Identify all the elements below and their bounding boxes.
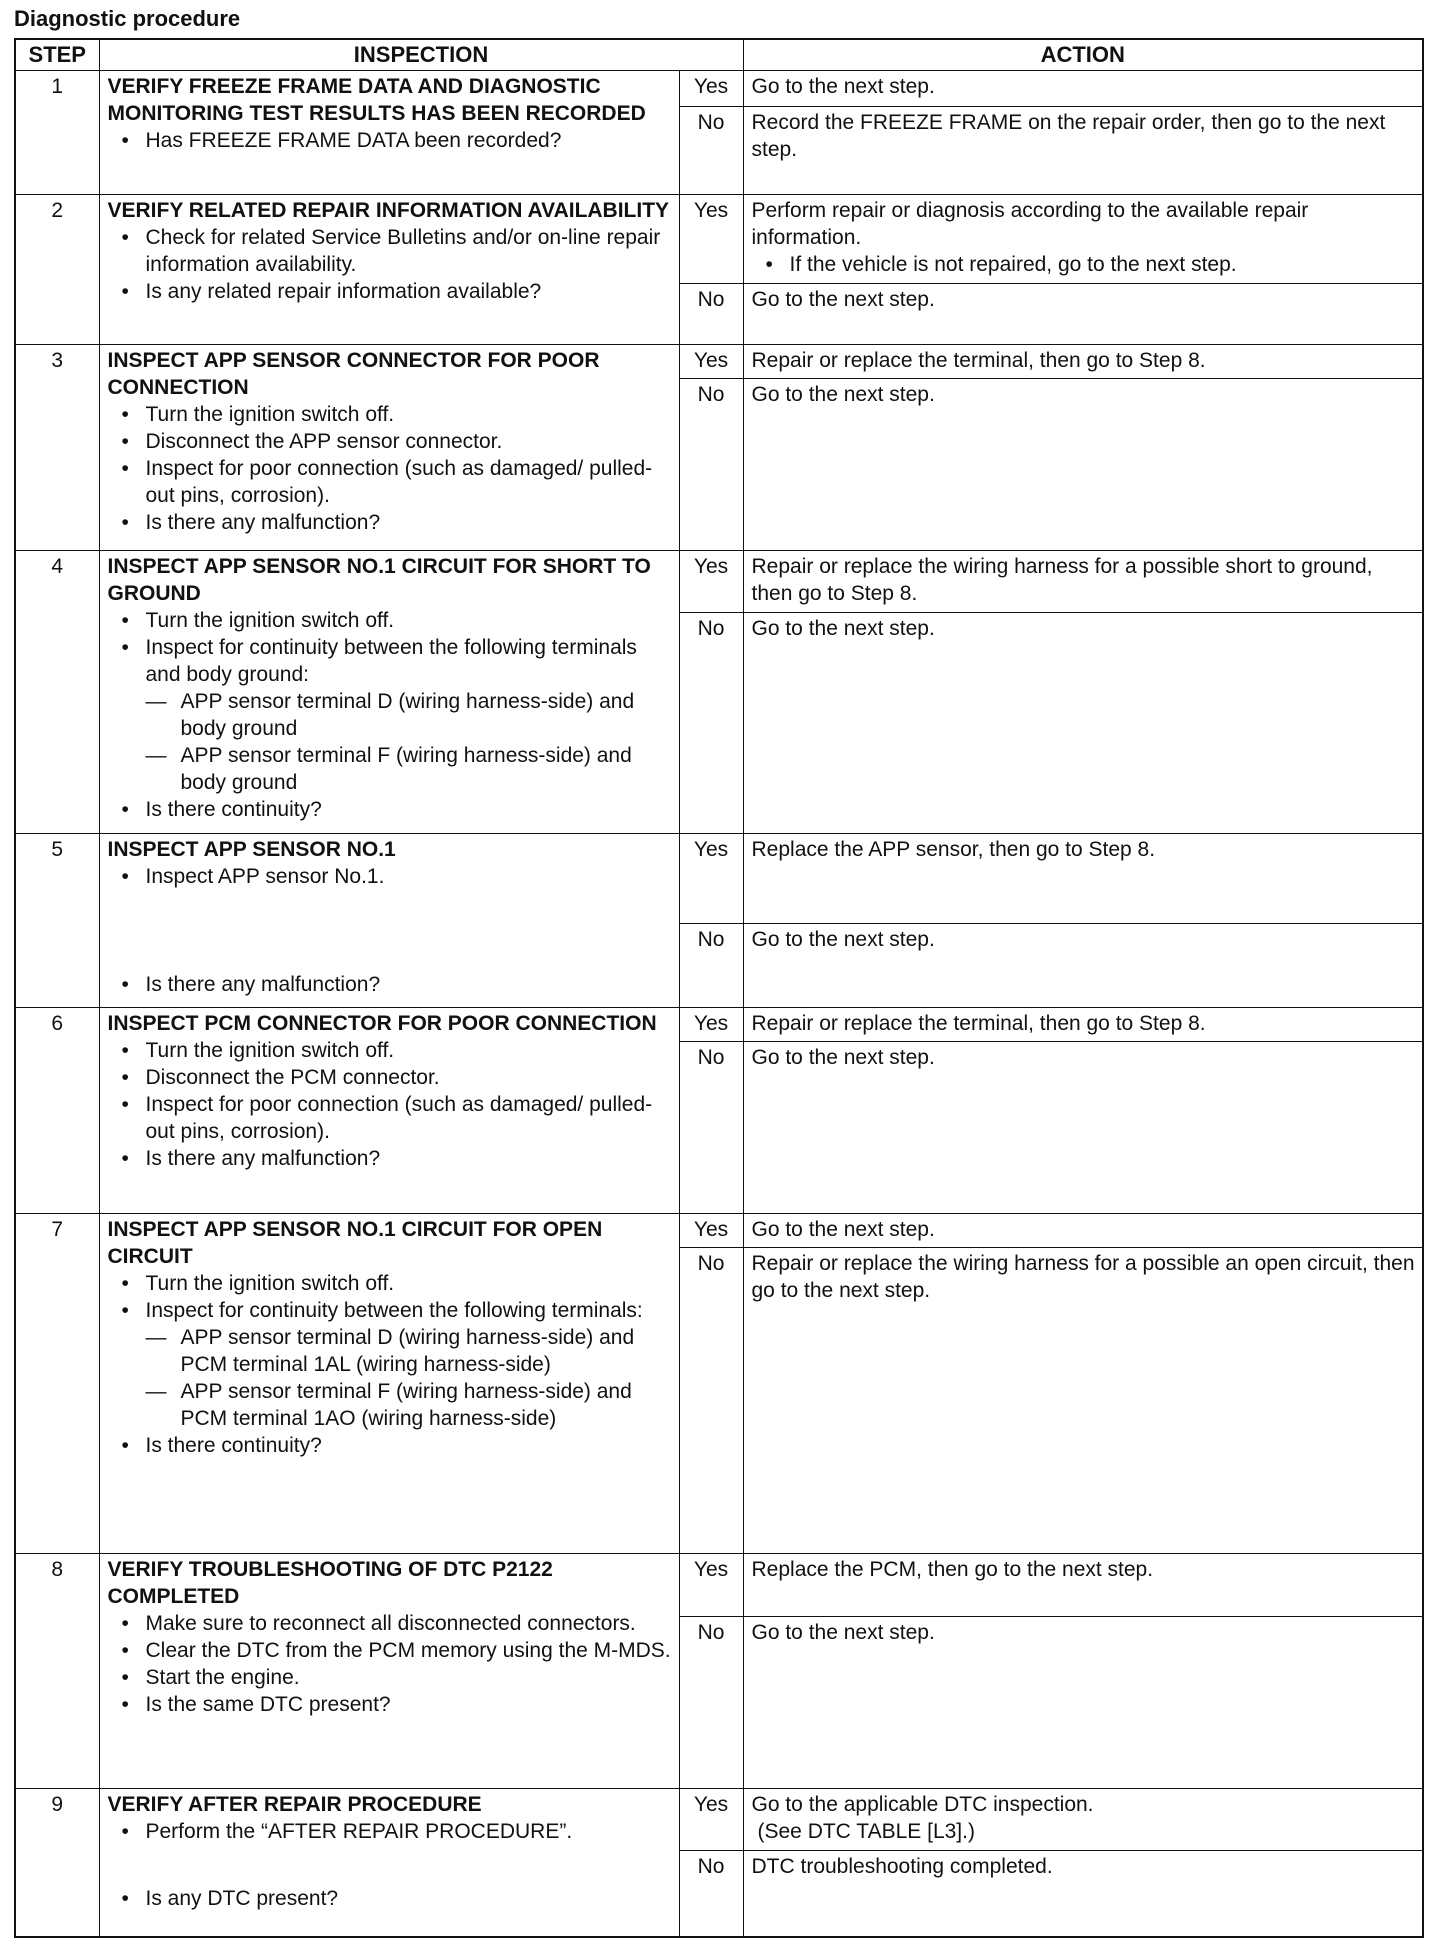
inspection-cell bbox=[99, 195, 679, 345]
no-action: Go to the next step. bbox=[743, 924, 1423, 1008]
inspection-bullet: • Is there any malfunction? bbox=[108, 509, 672, 536]
inspection-dash-item: — APP sensor terminal D (wiring harness-side) and PCM terminal 1AL (wiring harness-side) bbox=[146, 1324, 672, 1378]
header-step: STEP bbox=[15, 39, 99, 71]
yes-action-cell bbox=[743, 1789, 1423, 1851]
yes-action: Replace the APP sensor, then go to Step 8. bbox=[743, 834, 1423, 924]
no-action: Go to the next step. bbox=[743, 1617, 1423, 1789]
yes-label: Yes bbox=[679, 834, 743, 924]
no-label: No bbox=[679, 1248, 743, 1554]
no-action: Record the FREEZE FRAME on the repair order, then go to the next step. bbox=[743, 107, 1423, 195]
inspection-bullet: • Is any DTC present? bbox=[108, 1885, 672, 1912]
inspection-bullet: • Is any related repair information available? bbox=[108, 278, 672, 305]
step-row-5 bbox=[15, 834, 1423, 924]
inspection-cell bbox=[99, 551, 679, 834]
no-label: No bbox=[679, 107, 743, 195]
yes-action-bullet: • If the vehicle is not repaired, go to the next step. bbox=[752, 251, 1416, 278]
inspection-bullet: • Is the same DTC present? bbox=[108, 1691, 672, 1718]
inspection-bullet: • Turn the ignition switch off. bbox=[108, 1037, 672, 1064]
yes-action: Repair or replace the terminal, then go to Step 8. bbox=[743, 345, 1423, 379]
yes-action: Replace the PCM, then go to the next step. bbox=[743, 1554, 1423, 1617]
inspection-bullet: • Is there continuity? bbox=[108, 796, 672, 823]
inspection-bullet: • Turn the ignition switch off. bbox=[108, 401, 672, 428]
inspection-cell bbox=[99, 345, 679, 551]
yes-label: Yes bbox=[679, 1789, 743, 1851]
inspection-bullet: • Clear the DTC from the PCM memory using the M-MDS. bbox=[108, 1637, 672, 1664]
diagnostic-procedure-table bbox=[14, 38, 1424, 1938]
no-label: No bbox=[679, 613, 743, 834]
step-number: 3 bbox=[15, 345, 99, 551]
no-label: No bbox=[679, 924, 743, 1008]
yes-action: Repair or replace the wiring harness for a possible short to ground, then go to Step 8. bbox=[743, 551, 1423, 613]
inspection-bullet: • Inspect for poor connection (such as damaged/ pulled-out pins, corrosion). bbox=[108, 1091, 672, 1145]
yes-action: Go to the applicable DTC inspection. bbox=[751, 1793, 1094, 1816]
step-row-4 bbox=[15, 551, 1423, 613]
inspection-title: INSPECT APP SENSOR CONNECTOR FOR POOR CONNECTION bbox=[107, 349, 600, 399]
inspection-bullet: • Inspect for poor connection (such as damaged/ pulled-out pins, corrosion). bbox=[108, 455, 672, 509]
yes-action: Go to the next step. bbox=[743, 71, 1423, 107]
inspection-title: INSPECT APP SENSOR NO.1 CIRCUIT FOR SHORT TO GROUND bbox=[107, 555, 651, 605]
inspection-bullet: • Is there continuity? bbox=[108, 1432, 672, 1459]
header-inspection: INSPECTION bbox=[99, 39, 743, 71]
inspection-bullet: • Check for related Service Bulletins and/or on-line repair information availability. bbox=[108, 224, 672, 278]
yes-action-cell bbox=[743, 195, 1423, 284]
no-action: DTC troubleshooting completed. bbox=[743, 1851, 1423, 1937]
step-row-7 bbox=[15, 1214, 1423, 1248]
inspection-title: INSPECT PCM CONNECTOR FOR POOR CONNECTION bbox=[107, 1012, 657, 1035]
yes-action-note: (See DTC TABLE [L3].) bbox=[757, 1820, 975, 1843]
step-row-2 bbox=[15, 195, 1423, 284]
inspection-title: INSPECT APP SENSOR NO.1 CIRCUIT FOR OPEN CIRCUIT bbox=[107, 1218, 603, 1268]
inspection-title: INSPECT APP SENSOR NO.1 bbox=[107, 838, 396, 861]
step-row-1 bbox=[15, 71, 1423, 107]
step-number: 9 bbox=[15, 1789, 99, 1937]
inspection-bullet: • Disconnect the PCM connector. bbox=[108, 1064, 672, 1091]
step-number: 4 bbox=[15, 551, 99, 834]
inspection-cell bbox=[99, 1789, 679, 1937]
step-number: 8 bbox=[15, 1554, 99, 1789]
yes-label: Yes bbox=[679, 551, 743, 613]
step-number: 7 bbox=[15, 1214, 99, 1554]
inspection-bullet: • Turn the ignition switch off. bbox=[108, 1270, 672, 1297]
yes-action: Perform repair or diagnosis according to the available repair information. bbox=[751, 199, 1309, 249]
yes-action: Go to the next step. bbox=[743, 1214, 1423, 1248]
inspection-cell bbox=[99, 1008, 679, 1214]
no-action: Go to the next step. bbox=[743, 1042, 1423, 1214]
no-action: Go to the next step. bbox=[743, 284, 1423, 345]
inspection-dash-item: — APP sensor terminal F (wiring harness-side) and body ground bbox=[146, 742, 672, 796]
inspection-dash-item: — APP sensor terminal D (wiring harness-side) and body ground bbox=[146, 688, 672, 742]
no-action: Go to the next step. bbox=[743, 613, 1423, 834]
inspection-title: VERIFY RELATED REPAIR INFORMATION AVAILABILITY bbox=[107, 199, 670, 222]
no-label: No bbox=[679, 284, 743, 345]
inspection-bullet: • Start the engine. bbox=[108, 1664, 672, 1691]
inspection-bullet bbox=[108, 634, 672, 796]
no-label: No bbox=[679, 1042, 743, 1214]
header-action: ACTION bbox=[743, 39, 1423, 71]
inspection-bullet-text: Inspect for continuity between the following terminals: bbox=[145, 1299, 643, 1322]
header-row bbox=[15, 39, 1423, 71]
step-row-6 bbox=[15, 1008, 1423, 1042]
yes-action: Repair or replace the terminal, then go to Step 8. bbox=[743, 1008, 1423, 1042]
step-row-9 bbox=[15, 1789, 1423, 1851]
inspection-bullet bbox=[108, 1297, 672, 1432]
inspection-bullet: • Is there any malfunction? bbox=[108, 1145, 672, 1172]
yes-label: Yes bbox=[679, 1214, 743, 1248]
step-number: 1 bbox=[15, 71, 99, 195]
step-row-3 bbox=[15, 345, 1423, 379]
step-number: 6 bbox=[15, 1008, 99, 1214]
inspection-bullet: • Turn the ignition switch off. bbox=[108, 607, 672, 634]
inspection-bullet: • Perform the “AFTER REPAIR PROCEDURE”. bbox=[108, 1818, 672, 1845]
no-action: Repair or replace the wiring harness for a possible an open circuit, then go to the next step. bbox=[743, 1248, 1423, 1554]
inspection-cell bbox=[99, 1214, 679, 1554]
no-action: Go to the next step. bbox=[743, 379, 1423, 551]
inspection-bullet: • Has FREEZE FRAME DATA been recorded? bbox=[108, 127, 672, 154]
inspection-dash-item: — APP sensor terminal F (wiring harness-side) and PCM terminal 1AO (wiring harness-side) bbox=[146, 1378, 672, 1432]
step-number: 5 bbox=[15, 834, 99, 1008]
no-label: No bbox=[679, 1851, 743, 1937]
yes-label: Yes bbox=[679, 345, 743, 379]
page-title: Diagnostic procedure bbox=[14, 6, 241, 31]
yes-label: Yes bbox=[679, 1554, 743, 1617]
inspection-bullet-text: Inspect for continuity between the following terminals and body ground: bbox=[145, 636, 637, 686]
inspection-bullet: • Disconnect the APP sensor connector. bbox=[108, 428, 672, 455]
step-number: 2 bbox=[15, 195, 99, 345]
inspection-cell bbox=[99, 71, 679, 195]
inspection-bullet: • Make sure to reconnect all disconnected connectors. bbox=[108, 1610, 672, 1637]
yes-label: Yes bbox=[679, 195, 743, 284]
no-label: No bbox=[679, 1617, 743, 1789]
yes-label: Yes bbox=[679, 1008, 743, 1042]
inspection-bullet: • Is there any malfunction? bbox=[108, 971, 672, 998]
inspection-bullet: • Inspect APP sensor No.1. bbox=[108, 863, 672, 890]
yes-label: Yes bbox=[679, 71, 743, 107]
inspection-cell bbox=[99, 1554, 679, 1789]
inspection-title: VERIFY AFTER REPAIR PROCEDURE bbox=[107, 1793, 482, 1816]
step-row-8 bbox=[15, 1554, 1423, 1617]
inspection-cell bbox=[99, 834, 679, 1008]
inspection-title: VERIFY TROUBLESHOOTING OF DTC P2122 COMPLETED bbox=[107, 1558, 553, 1608]
no-label: No bbox=[679, 379, 743, 551]
inspection-title: VERIFY FREEZE FRAME DATA AND DIAGNOSTIC MONITORING TEST RESULTS HAS BEEN RECORDED bbox=[107, 75, 646, 125]
